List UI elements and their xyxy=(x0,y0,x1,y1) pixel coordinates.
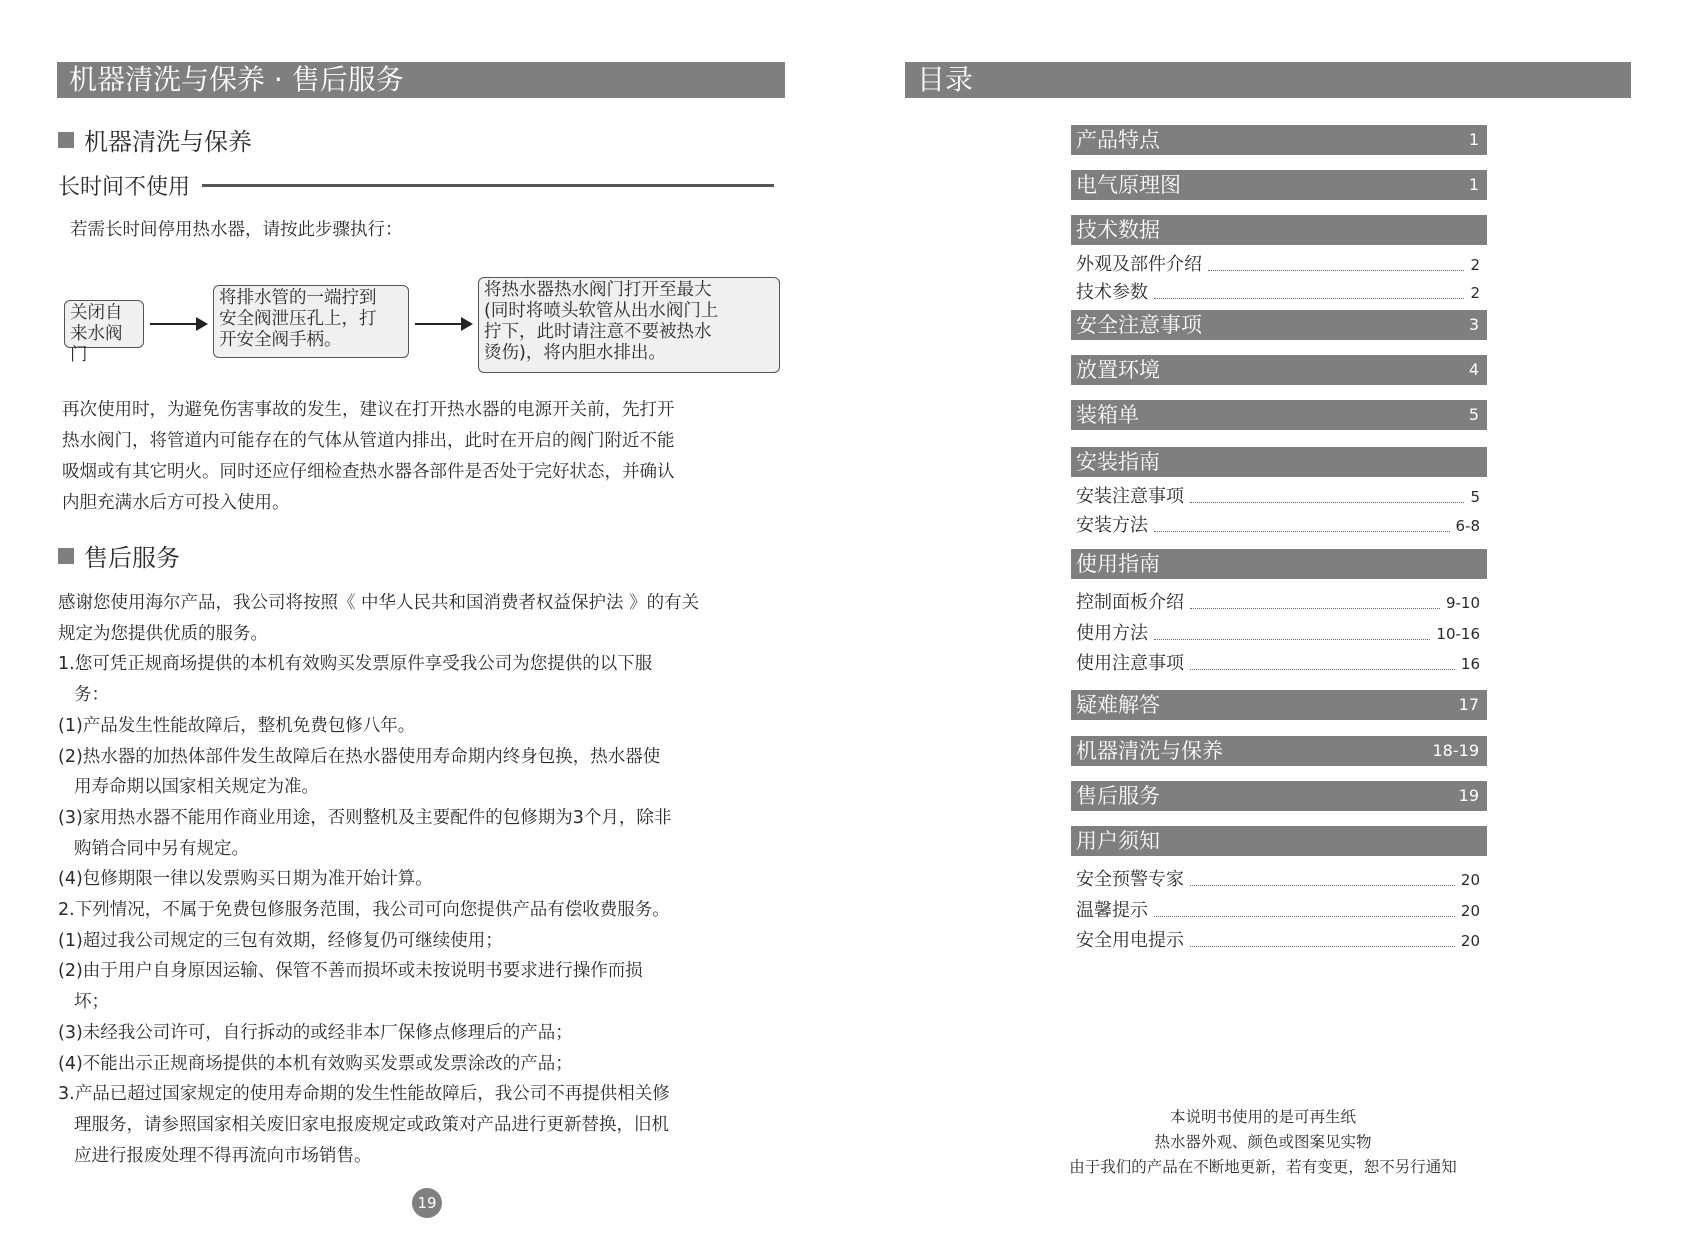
toc-item-bar[interactable]: 使用指南 xyxy=(1071,549,1487,579)
dot-leader xyxy=(1190,491,1464,503)
toc-item-bar[interactable]: 放置环境 4 xyxy=(1071,355,1487,385)
toc-item-bar[interactable]: 电气原理图 1 xyxy=(1071,170,1487,200)
toc-item-bar[interactable]: 产品特点 1 xyxy=(1071,125,1487,155)
page-title: 机器清洗与保养 · 售后服务 xyxy=(57,62,785,98)
dot-leader xyxy=(1154,628,1430,640)
toc-title: 目录 xyxy=(905,62,1631,98)
dot-leader xyxy=(1154,287,1464,299)
toc-item-sub[interactable]: 外观及部件介绍 2 xyxy=(1076,254,1480,275)
toc-item-sub[interactable]: 安全用电提示 20 xyxy=(1076,930,1480,951)
section-heading-cleaning: 机器清洗与保养 xyxy=(58,122,252,157)
reuse-paragraph: 再次使用时，为避免伤害事故的发生，建议在打开热水器的电源开关前，先打开 热水阀门，将管道内可能存在的气体从管道内排出，此时在开启的阀门附近不能 吸烟或有其它明火。同时还应仔细检查热水器各部件是否处于完好状态，并确认 内胆充满水后方可投入使用。 xyxy=(62,400,675,513)
toc-item-sub[interactable]: 技术参数 2 xyxy=(1076,282,1480,303)
subheading-long-unused: 长时间不使用 xyxy=(58,170,774,201)
dot-leader xyxy=(1154,905,1455,917)
toc-item-sub[interactable]: 使用注意事项 16 xyxy=(1076,653,1480,674)
flow-step-1: 关闭自 来水阀门 xyxy=(64,300,144,348)
section-heading-service: 售后服务 xyxy=(58,538,180,573)
toc-item-bar[interactable]: 安装指南 xyxy=(1071,447,1487,477)
dot-leader xyxy=(1190,874,1455,886)
toc-item-bar[interactable]: 技术数据 xyxy=(1071,215,1487,245)
footnote: 本说明书使用的是可再生纸 热水器外观、颜色或图案见实物 由于我们的产品在不断地更新，若有变更，恕不另行通知 xyxy=(1069,1108,1457,1176)
divider xyxy=(202,184,774,187)
toc-item-sub[interactable]: 控制面板介绍 9-10 xyxy=(1076,592,1480,613)
toc-item-bar[interactable]: 售后服务 19 xyxy=(1071,781,1487,811)
toc-item-sub[interactable]: 使用方法 10-16 xyxy=(1076,623,1480,644)
arrow-icon xyxy=(150,323,206,325)
dot-leader xyxy=(1154,520,1450,532)
square-bullet-icon xyxy=(58,132,74,148)
dot-leader xyxy=(1190,658,1455,670)
dot-leader xyxy=(1208,259,1464,271)
page-number-badge: 19 xyxy=(412,1188,442,1218)
toc-item-sub[interactable]: 安装方法 6-8 xyxy=(1076,515,1480,536)
service-text: 感谢您使用海尔产品，我公司将按照《 中华人民共和国消费者权益保护法 》的有关 规定为您提供优质的服务。 1.您可凭正规商场提供的本机有效购买发票原件享受我公司为您提供的以下服 务： (1)产品发生性能故障后，整机免费包修八年。 (2)热水器的加热体部件发生故障后在热水器使用寿命期内终身包换，热水器使 用寿命期以国家相关规定为准。 (3)家用热水器不能用作商业用途，否则整机及主要配件的包修期为3个月，除非 购销合同中另有规定。 (4)包修期限一律以发票购买日期为准开始计算。 2.下列情况，不属于免费包修服务范围，我公司可向您提供产品有偿收费服务。 (1)超过我公司规定的三包有效期，经修复仍可继续使用； (2)由于用户自身原因运输、保管不善而损坏或未按说明书要求进行操作而损 坏； (3)未经我公司许可，自行拆动的或经非本厂保修点修理后的产品； (4)不能出示正规商场提供的本机有效购买发票或发票涂改的产品； 3.产品已超过国家规定的使用寿命期的发生性能故障后，我公司不再提供相关修 理服务，请参照国家相关废旧家电报废规定或政策对产品进行更新替换，旧机 应进行报废处理不得再流向市场销售。 xyxy=(58,593,700,1166)
square-bullet-icon xyxy=(58,548,74,564)
right-page xyxy=(842,0,1684,1242)
toc-item-sub[interactable]: 安装注意事项 5 xyxy=(1076,486,1480,507)
toc-item-bar[interactable]: 安全注意事项 3 xyxy=(1071,310,1487,340)
toc-item-sub[interactable]: 安全预警专家 20 xyxy=(1076,869,1480,890)
intro-text: 若需长时间停用热水器，请按此步骤执行： xyxy=(70,220,403,240)
toc-item-bar[interactable]: 装箱单 5 xyxy=(1071,400,1487,430)
toc-item-sub[interactable]: 温馨提示 20 xyxy=(1076,900,1480,921)
toc-item-bar[interactable]: 机器清洗与保养 18-19 xyxy=(1071,736,1487,766)
dot-leader xyxy=(1190,597,1440,609)
arrow-icon xyxy=(415,323,471,325)
toc-item-bar[interactable]: 用户须知 xyxy=(1071,826,1487,856)
toc-item-bar[interactable]: 疑难解答 17 xyxy=(1071,690,1487,720)
dot-leader xyxy=(1190,935,1455,947)
flow-step-3: 将热水器热水阀门打开至最大 (同时将喷头软管从出水阀门上 拧下，此时请注意不要被热水 烫伤)，将内胆水排出。 xyxy=(478,277,780,373)
flow-step-2: 将排水管的一端拧到 安全阀泄压孔上，打 开安全阀手柄。 xyxy=(213,285,409,358)
